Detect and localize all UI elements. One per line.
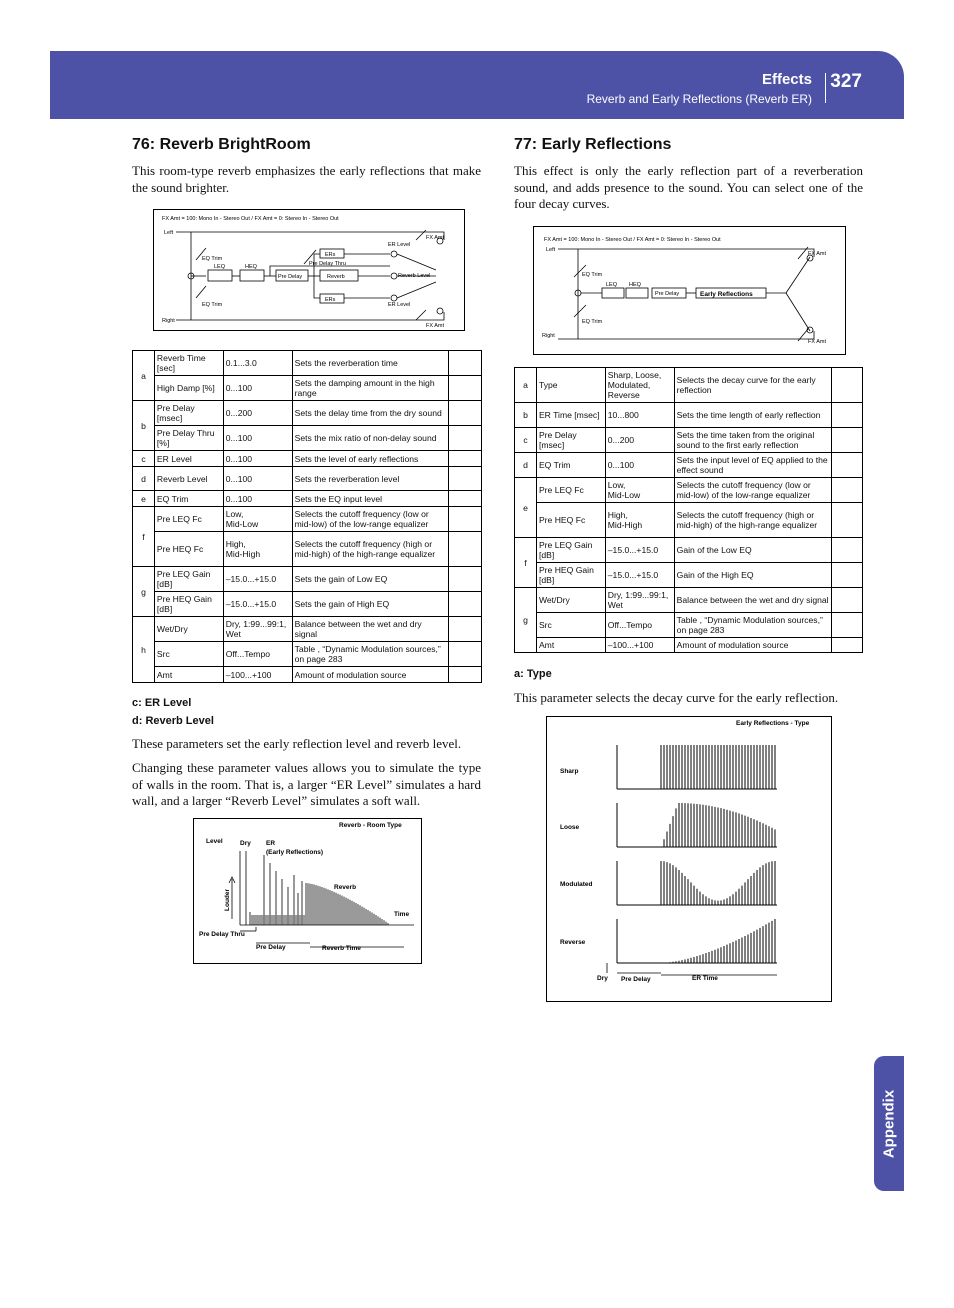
table-row [133, 667, 482, 683]
room-level-label: Level [206, 838, 223, 845]
row-group-letter: e [133, 491, 155, 507]
param-description: Sets the mix ratio of non-delay sound [292, 426, 448, 451]
er-diagram-pre-delay: Pre Delay [655, 291, 680, 297]
row-group-letter: a [515, 368, 537, 403]
table-row [133, 426, 482, 451]
empty-cell [832, 453, 863, 478]
section-77-title: 77: Early Reflections [514, 136, 672, 153]
empty-cell [449, 567, 482, 592]
table-row [515, 638, 863, 653]
empty-cell [449, 507, 482, 532]
reverb-room-type-figure [193, 818, 422, 964]
empty-cell [449, 532, 482, 567]
param-name: High Damp [%] [154, 376, 223, 401]
param-description: Gain of the Low EQ [674, 538, 831, 563]
param-description: Gain of the High EQ [674, 563, 831, 588]
empty-cell [832, 503, 863, 538]
param-name: Pre Delay [msec] [154, 401, 223, 426]
row-group-letter: b [515, 403, 537, 428]
empty-cell [832, 403, 863, 428]
param-range: 0.1...3.0 [223, 351, 292, 376]
param-description: Balance between the wet and dry signal [674, 588, 831, 613]
param-range: Off...Tempo [605, 613, 674, 638]
empty-cell [832, 588, 863, 613]
param-name: Reverb Time [sec] [154, 351, 223, 376]
param-range: Off...Tempo [223, 642, 292, 667]
levels-paragraph-1: These parameters set the early reflection level and reverb level. [132, 736, 462, 751]
param-range: 0...200 [605, 428, 674, 453]
param-name: Wet/Dry [154, 617, 223, 642]
param-range: 0...100 [605, 453, 674, 478]
table-row [133, 401, 482, 426]
reverb-room-type-svg [194, 819, 421, 963]
param-range: 0...100 [223, 491, 292, 507]
types-dry-label: Dry [597, 975, 608, 982]
diagram-heq: HEQ [245, 264, 257, 270]
diagram-reverb-level: Reverb Level [398, 273, 431, 279]
param-description: Sets the gain of Low EQ [292, 567, 448, 592]
empty-cell [832, 638, 863, 653]
room-louder-label: Louder [224, 888, 231, 911]
er-diagram-fx-amt-top: FX Amt [808, 251, 827, 257]
param-description: Selects the cutoff frequency (low or mid-low) of the low-range equalizer [674, 478, 831, 503]
param-range: –15.0...+15.0 [605, 563, 674, 588]
row-group-letter: f [515, 538, 537, 588]
er-diagram-block: Early Reflections [700, 291, 753, 298]
param-name: Amt [536, 638, 605, 653]
type-sharp-label: Sharp [560, 768, 579, 775]
param-name: Pre LEQ Fc [154, 507, 223, 532]
diagram-left-label: Left [164, 230, 174, 236]
room-reverb-time-label: Reverb Time [322, 945, 361, 952]
early-reflections-diagram [533, 226, 846, 355]
param-range: Low, Mid-Low [223, 507, 292, 532]
param-range: –15.0...+15.0 [223, 567, 292, 592]
param-name: Src [154, 642, 223, 667]
diagram-eq-trim-top: EQ Trim [202, 256, 223, 262]
types-title: Early Reflections - Type [736, 720, 810, 727]
empty-cell [449, 351, 482, 376]
empty-cell [832, 538, 863, 563]
param-name: Pre LEQ Gain [dB] [154, 567, 223, 592]
empty-cell [449, 467, 482, 491]
diagram-eq-trim-bottom: EQ Trim [202, 302, 223, 308]
row-group-letter: g [515, 588, 537, 653]
diagram-reverb: Reverb [327, 274, 345, 280]
row-group-letter: e [515, 478, 537, 538]
table-row [515, 428, 863, 453]
param-description: Sets the delay time from the dry sound [292, 401, 448, 426]
diagram-ers-top: ERs [325, 252, 336, 258]
param-range: –15.0...+15.0 [605, 538, 674, 563]
param-range: 10...800 [605, 403, 674, 428]
type-modulated-label: Modulated [560, 881, 593, 888]
types-er-time-label: ER Time [692, 975, 718, 982]
param-description: Selects the cutoff frequency (low or mid-low) of the low-range equalizer [292, 507, 448, 532]
empty-cell [449, 667, 482, 683]
subheading-reverb-level: d: Reverb Level [132, 715, 214, 727]
row-group-letter: f [133, 507, 155, 567]
table-row [515, 478, 863, 503]
param-range: Sharp, Loose, Modulated, Reverse [605, 368, 674, 403]
param-range: –100...+100 [223, 667, 292, 683]
row-group-letter: b [133, 401, 155, 451]
section-76-intro: This room-type reverb emphasizes the early reflections that make the sound brighter. [132, 163, 481, 195]
diagram-header: FX Amt = 100: Mono In - Stereo Out / FX Amt = 0: Stereo In - Stereo Out [162, 216, 339, 222]
row-group-letter: c [515, 428, 537, 453]
table-row [515, 403, 863, 428]
param-description: Sets the EQ input level [292, 491, 448, 507]
page-header [50, 51, 904, 119]
table-row [133, 376, 482, 401]
type-loose-label: Loose [560, 824, 580, 831]
levels-paragraph-2: Changing these parameter values allows you to simulate the type of walls in the room. That is, a larger “ER Level” simulates a hard wall, and a larger “Reverb Level” simulates a soft wall. [132, 760, 481, 808]
param-name: Pre Delay [msec] [536, 428, 605, 453]
param-name: Pre HEQ Fc [154, 532, 223, 567]
table-row [133, 642, 482, 667]
table-row [133, 491, 482, 507]
early-reflections-type-svg [547, 717, 831, 1001]
param-range: Dry, 1:99...99:1, Wet [223, 617, 292, 642]
type-reverse-label: Reverse [560, 939, 586, 946]
empty-cell [449, 642, 482, 667]
param-name: Pre HEQ Gain [dB] [154, 592, 223, 617]
subheading-type: a: Type [514, 668, 552, 680]
room-pre-delay-label: Pre Delay [256, 944, 286, 951]
table-row [515, 368, 863, 403]
table-row [133, 451, 482, 467]
param-description: Selects the cutoff frequency (high or mid-high) of the high-range equalizer [292, 532, 448, 567]
room-dry-label: Dry [240, 840, 251, 847]
param-range: 0...100 [223, 376, 292, 401]
diagram-fx-amt-top: FX Amt [426, 235, 445, 241]
table-row [515, 563, 863, 588]
param-name: Wet/Dry [536, 588, 605, 613]
table-row [133, 507, 482, 532]
appendix-tab-label: Appendix [880, 1089, 898, 1158]
empty-cell [832, 368, 863, 403]
diagram-leq: LEQ [214, 264, 226, 270]
table-row [515, 503, 863, 538]
page-number: 327 [830, 71, 862, 92]
empty-cell [449, 401, 482, 426]
row-group-letter: c [133, 451, 155, 467]
param-description: Sets the time length of early reflection [674, 403, 831, 428]
er-diagram-eq-trim-bottom: EQ Trim [582, 319, 603, 325]
section-77-intro: This effect is only the early reflection part of a reverberation sound, and adds presence to the sound. You can select one of the four decay curves. [514, 163, 863, 211]
empty-cell [832, 563, 863, 588]
param-description: Table , “Dynamic Modulation sources,” on page 283 [674, 613, 831, 638]
diagram-right-label: Right [162, 318, 175, 324]
row-group-letter: h [133, 617, 155, 683]
er-diagram-eq-trim-top: EQ Trim [582, 272, 603, 278]
param-name: Type [536, 368, 605, 403]
param-description: Sets the damping amount in the high range [292, 376, 448, 401]
empty-cell [449, 376, 482, 401]
diagram-er-level-top: ER Level [388, 242, 411, 248]
reverb-brightroom-diagram-svg [154, 210, 464, 330]
empty-cell [832, 428, 863, 453]
room-pre-delay-thru-label: Pre Delay Thru [199, 931, 245, 938]
empty-cell [449, 491, 482, 507]
section-title: Effects [761, 71, 812, 88]
diagram-pre-delay-thru: Pre Delay Thru [309, 261, 346, 267]
param-description: Balance between the wet and dry signal [292, 617, 448, 642]
reverb-brightroom-parameter-table [132, 350, 482, 683]
param-description: Sets the input level of EQ applied to the effect sound [674, 453, 831, 478]
param-name: Src [536, 613, 605, 638]
early-reflections-diagram-svg [534, 227, 845, 354]
early-reflections-parameter-table [514, 367, 863, 653]
param-name: Pre HEQ Fc [536, 503, 605, 538]
er-diagram-fx-amt-bottom: FX Amt [808, 339, 827, 345]
subheading-er-level: c: ER Level [132, 697, 192, 709]
early-reflections-type-figure [546, 716, 832, 1002]
room-er-label: ER [266, 840, 276, 847]
param-range: 0...100 [223, 426, 292, 451]
table-row [133, 467, 482, 491]
param-range: –100...+100 [605, 638, 674, 653]
empty-cell [832, 478, 863, 503]
room-time-label: Time [394, 911, 410, 918]
empty-cell [449, 451, 482, 467]
header-divider [825, 73, 826, 103]
param-name: Pre LEQ Fc [536, 478, 605, 503]
param-range: –15.0...+15.0 [223, 592, 292, 617]
empty-cell [449, 426, 482, 451]
er-diagram-header: FX Amt = 100: Mono In - Stereo Out / FX Amt = 0: Stereo In - Stereo Out [544, 237, 721, 243]
diagram-fx-amt-bottom: FX Amt [426, 323, 445, 329]
param-description: Amount of modulation source [674, 638, 831, 653]
row-group-letter: d [515, 453, 537, 478]
param-name: ER Time [msec] [536, 403, 605, 428]
param-range: High, Mid-High [223, 532, 292, 567]
row-group-letter: a [133, 351, 155, 401]
room-type-title: Reverb - Room Type [339, 822, 402, 829]
param-name: Pre LEQ Gain [dB] [536, 538, 605, 563]
diagram-pre-delay: Pre Delay [278, 274, 303, 280]
table-row [133, 567, 482, 592]
param-range: 0...200 [223, 401, 292, 426]
er-diagram-left-label: Left [546, 247, 556, 253]
param-description: Sets the time taken from the original sound to the first early reflection [674, 428, 831, 453]
appendix-tab[interactable] [874, 1056, 904, 1191]
room-reverb-label: Reverb [334, 884, 357, 891]
er-diagram-right-label: Right [542, 333, 555, 339]
row-group-letter: d [133, 467, 155, 491]
param-description: Table , “Dynamic Modulation sources,” on page 283 [292, 642, 448, 667]
param-description: Selects the decay curve for the early reflection [674, 368, 831, 403]
diagram-er-level-bottom: ER Level [388, 302, 411, 308]
param-name: Pre Delay Thru [%] [154, 426, 223, 451]
room-er-sub-label: (Early Reflections) [266, 849, 324, 856]
types-pre-delay-label: Pre Delay [621, 976, 651, 983]
section-76-title: 76: Reverb BrightRoom [132, 136, 311, 153]
table-row [515, 588, 863, 613]
table-row [133, 532, 482, 567]
table-row [515, 453, 863, 478]
param-name: Amt [154, 667, 223, 683]
table-row [515, 613, 863, 638]
param-name: EQ Trim [536, 453, 605, 478]
param-range: Dry, 1:99...99:1, Wet [605, 588, 674, 613]
param-description: Sets the gain of High EQ [292, 592, 448, 617]
param-range: 0...100 [223, 451, 292, 467]
empty-cell [449, 592, 482, 617]
param-name: EQ Trim [154, 491, 223, 507]
param-name: Pre HEQ Gain [dB] [536, 563, 605, 588]
param-description: Selects the cutoff frequency (high or mid-high) of the high-range equalizer [674, 503, 831, 538]
param-range: 0...100 [223, 467, 292, 491]
subsection-title: Reverb and Early Reflections (Reverb ER) [586, 92, 812, 106]
type-paragraph: This parameter selects the decay curve for the early reflection. [514, 690, 839, 705]
param-name: ER Level [154, 451, 223, 467]
param-range: Low, Mid-Low [605, 478, 674, 503]
table-row [133, 592, 482, 617]
param-range: High, Mid-High [605, 503, 674, 538]
param-description: Sets the reverberation level [292, 467, 448, 491]
diagram-ers-bottom: ERs [325, 297, 336, 303]
reverb-brightroom-diagram [153, 209, 465, 331]
er-diagram-leq: LEQ [606, 282, 618, 288]
param-description: Sets the reverberation time [292, 351, 448, 376]
empty-cell [449, 617, 482, 642]
param-description: Amount of modulation source [292, 667, 448, 683]
table-row [133, 351, 482, 376]
table-row [515, 538, 863, 563]
empty-cell [832, 613, 863, 638]
row-group-letter: g [133, 567, 155, 617]
table-row [133, 617, 482, 642]
param-description: Sets the level of early reflections [292, 451, 448, 467]
er-diagram-heq: HEQ [629, 282, 641, 288]
param-name: Reverb Level [154, 467, 223, 491]
